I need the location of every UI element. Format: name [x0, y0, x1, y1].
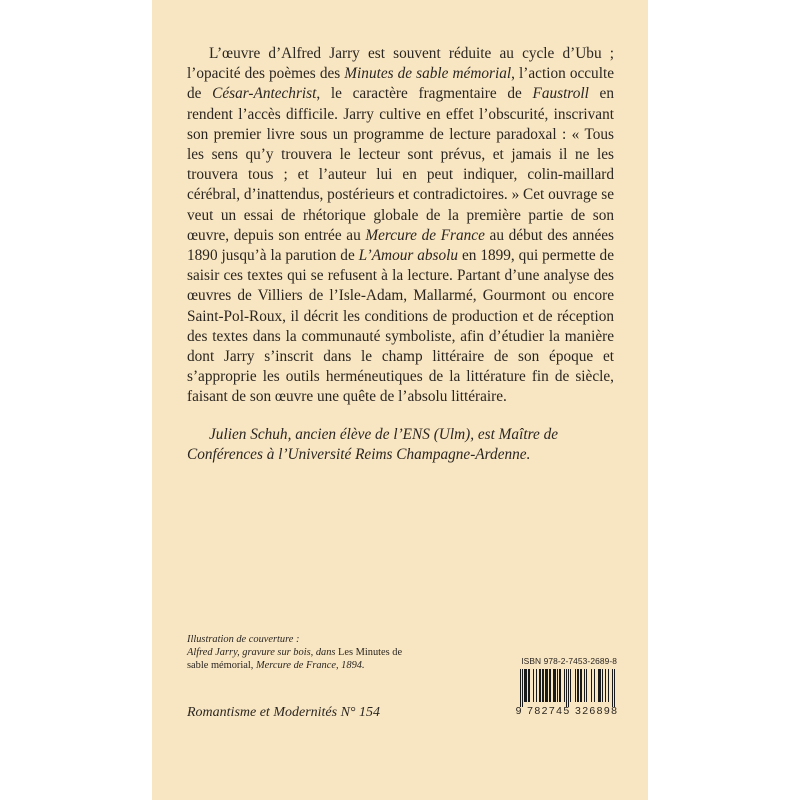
barcode-bar	[540, 669, 541, 702]
barcode-bar	[542, 669, 543, 702]
ean-left-group: 782745	[527, 705, 571, 717]
barcode-bar	[564, 669, 565, 702]
title-cesar: César-Antechrist	[212, 85, 317, 103]
barcode-bar	[566, 669, 567, 707]
blurb-text: , l’action occulte de	[187, 65, 614, 103]
barcode-bar	[549, 669, 550, 702]
author-bio: Julien Schuh, ancien élève de l’ENS (Ulm), est Maître de Conférences à l’Université Reims Champagne-Ardenne.	[187, 426, 559, 464]
illustration-heading: Illustration de couverture :	[187, 634, 300, 645]
title-faustroll: Faustroll	[532, 85, 589, 103]
barcode-bar	[581, 669, 582, 702]
barcode-bar	[528, 669, 529, 702]
ean-first-digit: 9	[515, 705, 523, 717]
barcode-bar	[546, 669, 547, 702]
barcode-bar	[526, 669, 527, 702]
barcode-bar	[600, 669, 601, 702]
barcode-bar	[594, 669, 595, 702]
barcode-bar	[559, 669, 560, 702]
barcode-bar	[614, 669, 615, 707]
barcode-bar	[545, 669, 546, 702]
blurb-text: , le caractère fragmentaire de	[316, 85, 533, 103]
title-amour-absolu: L’Amour absolu	[358, 247, 459, 265]
illustration-credit	[187, 633, 422, 672]
blurb-text: au début des années 1890 jusqu’à la parution de	[187, 226, 614, 265]
barcode-bar	[577, 669, 578, 702]
barcode-bars	[520, 669, 615, 707]
barcode-bar	[543, 669, 544, 702]
barcode-bar	[602, 669, 603, 702]
barcode-bar	[570, 669, 571, 702]
barcode-bar	[578, 669, 579, 702]
barcode-bar	[524, 669, 525, 702]
illustration-publisher: Mercure de France, 1894.	[255, 660, 365, 671]
ean-digits	[511, 705, 623, 717]
barcode-bar	[575, 669, 576, 702]
barcode-bar	[599, 669, 600, 702]
barcode-bar	[591, 669, 592, 702]
barcode-bar	[547, 669, 548, 702]
barcode-bar	[553, 669, 554, 702]
barcode-bar	[550, 669, 551, 702]
series-label: Romantisme et Modernités N° 154	[187, 705, 381, 720]
title-minutes: Minutes de sable mémorial	[344, 65, 512, 83]
barcode-bar	[598, 669, 599, 702]
barcode-bar	[525, 669, 526, 702]
barcode-bar	[605, 669, 606, 702]
title-mercure: Mercure de France	[365, 226, 485, 244]
blurb-paragraph	[187, 44, 614, 408]
barcode-bar	[539, 669, 540, 702]
illustration-text: ,	[250, 660, 256, 671]
blurb-text: L’œuvre d’Alfred Jarry est souvent réduite au cycle d’Ubu ; l’opacité des poèmes des	[187, 45, 614, 83]
barcode-bar	[522, 669, 523, 707]
barcode-bar	[533, 669, 534, 702]
barcode	[517, 656, 617, 716]
barcode-bar	[584, 669, 585, 702]
barcode-bar	[580, 669, 581, 702]
blurb-text: en 1899, qui permette de saisir ces textes qui se refusent à la lecture. Partant d’une analyse des œuvres de Villiers de l’Isle-Adam, Mallarmé, Gourmont ou encore Saint-Pol-Roux, il décrit les conditions de production et de réception des textes dans la communauté symboliste, afin d’étudier la manière dont Jarry s’inscrit dans le champ littéraire de son époque et s’approprie les outils herméneutiques de la littérature fin de siècle, faisant de son œuvre une quête de l’absolu littéraire.	[187, 247, 614, 406]
ean-right-group: 326898	[574, 705, 619, 717]
barcode-bar	[555, 669, 556, 702]
blurb-text: en rendent l’accès difficile. Jarry cultive en effet l’obscurité, inscrivant son premier livre sous un programme de lecture paradoxal : « Tous les sens qu’y trouvera le lecteur sont prévus, et jamais il ne les trouvera tous ; et l’auteur lui en peut indiquer, colin-maillard cérébral, d’inattendus, postérieurs et contradictoires. » Cet ouvrage se veut un essai de rhétorique globale de la première partie de son œuvre, depuis son entrée au	[187, 85, 614, 244]
barcode-bar	[557, 669, 558, 702]
barcode-bar	[520, 669, 521, 707]
barcode-bar	[568, 669, 569, 707]
illustration-book-title: Les Minutes de sable mémorial	[187, 647, 403, 671]
barcode-bar	[536, 669, 537, 702]
barcode-bar	[612, 669, 613, 707]
barcode-bar	[554, 669, 555, 702]
barcode-bar	[560, 669, 561, 702]
barcode-bar	[586, 669, 587, 702]
isbn-number: ISBN 978-2-7453-2689-8	[521, 656, 617, 666]
barcode-bar	[608, 669, 609, 702]
barcode-bar	[529, 669, 530, 702]
back-cover	[152, 0, 648, 800]
illustration-text: Alfred Jarry, gravure sur bois, dans	[187, 647, 339, 658]
